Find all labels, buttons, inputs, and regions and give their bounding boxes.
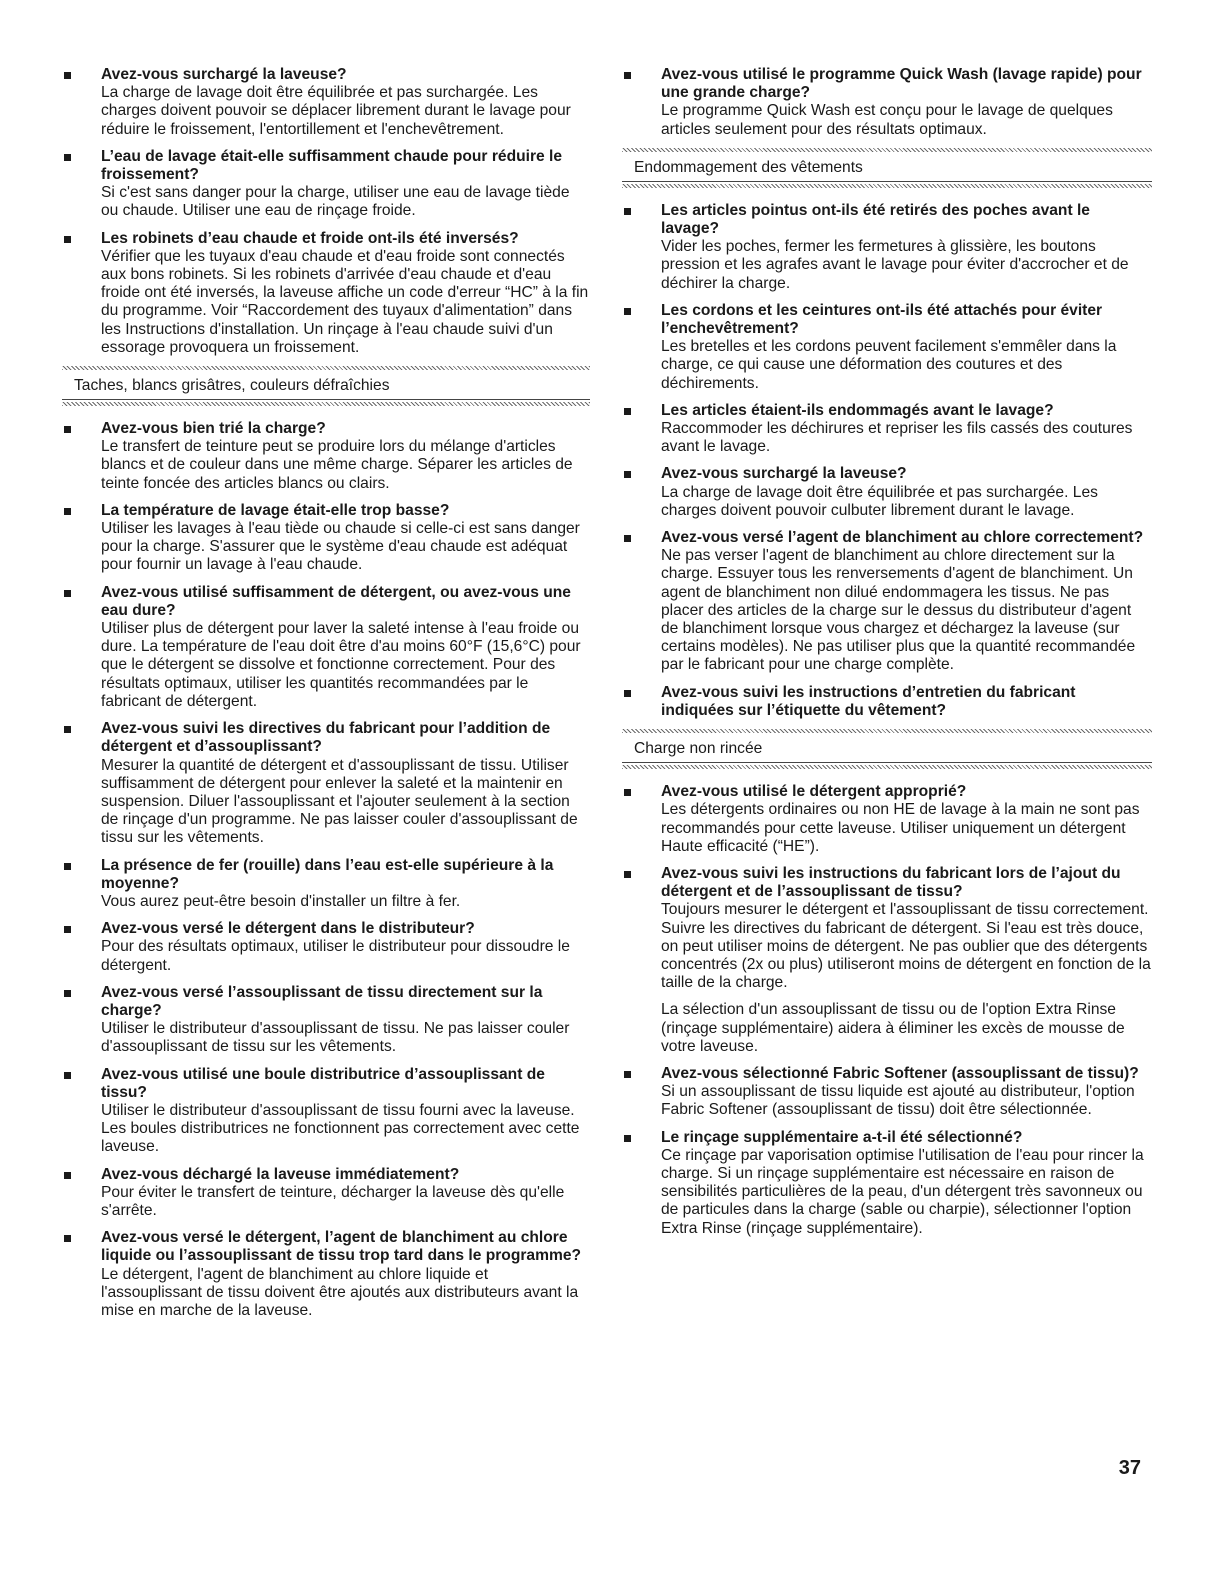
faq-answer: Ce rinçage par vaporisation optimise l'utilisation de l'eau pour rincer la charge. Si un rinçage supplémentaire est nécessaire en raison de sensibilités particulières de la peau, d'un détergent très savonneux ou de particules dans la charge (sable ou charpie), sélectionner l'option Extra Rinse (rinçage supplémentaire). bbox=[661, 1146, 1144, 1237]
faq-item bbox=[62, 720, 590, 847]
bullet-square-icon bbox=[64, 1172, 71, 1179]
faq-item bbox=[622, 302, 1152, 393]
left-column bbox=[62, 66, 590, 1329]
faq-question: Avez-vous suivi les instructions du fabricant lors de l’ajout du détergent et de l’assouplissant de tissu? bbox=[661, 864, 1121, 901]
bullet-square-icon bbox=[624, 1135, 631, 1142]
bullet-square-icon bbox=[64, 154, 71, 161]
section-header-damage bbox=[622, 148, 1152, 188]
bullet-square-icon bbox=[624, 690, 631, 697]
faq-answer: Le programme Quick Wash est conçu pour le lavage de quelques articles seulement pour des résultats optimaux. bbox=[661, 102, 1113, 138]
faq-question: Avez-vous utilisé le programme Quick Wash (lavage rapide) pour une grande charge? bbox=[661, 66, 1142, 102]
bullet-square-icon bbox=[64, 863, 71, 870]
bullet-square-icon bbox=[64, 72, 71, 79]
faq-question: Avez-vous sélectionné Fabric Softener (assouplissant de tissu)? bbox=[661, 1064, 1139, 1082]
faq-answer: Les détergents ordinaires ou non HE de lavage à la main ne sont pas recommandés pour cette laveuse. Utiliser uniquement un détergent Haute efficacité (“HE”). bbox=[661, 801, 1140, 855]
bullet-square-icon bbox=[64, 508, 71, 515]
bullet-square-icon bbox=[64, 1235, 71, 1242]
section-rule bbox=[62, 402, 590, 406]
faq-item bbox=[62, 66, 590, 139]
faq-answer: Ne pas verser l'agent de blanchiment au chlore directement sur la charge. Essuyer tous les renversements d'agent de blanchiment. Un agent de blanchiment non dilué endommagera les tissus. Ne pas placer des articles de la charge sur le dessus du distributeur d'agent de blanchiment lorsque vous chargez et déchargez la laveuse (sur certains modèles). Ne pas utiliser plus que la quantité recommandée par le fabricant pour une charge complète. bbox=[661, 547, 1136, 674]
bullet-square-icon bbox=[64, 426, 71, 433]
faq-answer: Toujours mesurer le détergent et l'assouplissant de tissu correctement. Suivre les directives du fabricant de détergent. Si l'eau est très douce, on peut utiliser moins de détergent. Ne pas oublier que des détergents concentrés (2x ou plus) utiliseront moins de détergent en fonction de la taille de la charge. bbox=[661, 901, 1151, 992]
faq-answer: Raccommoder les déchirures et repriser les fils cassés des coutures avant le lavage. bbox=[661, 420, 1133, 456]
bullet-square-icon bbox=[624, 72, 631, 79]
faq-answer: Le transfert de teinture peut se produire lors du mélange d'articles blancs et de couleur dans une même charge. Séparer les articles de teinte foncée des articles blancs ou clairs. bbox=[101, 438, 573, 492]
left-section-list bbox=[62, 420, 590, 1320]
faq-answer: Si un assouplissant de tissu liquide est ajouté au distributeur, l'option Fabric Softener (assouplissant de tissu) doit être sélectionnée. bbox=[661, 1083, 1135, 1119]
faq-item bbox=[62, 420, 590, 493]
faq-item bbox=[622, 66, 1152, 139]
faq-item bbox=[62, 502, 590, 575]
faq-question: L’eau de lavage était-elle suffisamment chaude pour réduire le froissement? bbox=[101, 147, 563, 184]
faq-question: Avez-vous versé l’agent de blanchiment au chlore correctement? bbox=[661, 529, 1144, 547]
bullet-square-icon bbox=[624, 535, 631, 542]
faq-item bbox=[622, 529, 1152, 675]
bullet-square-icon bbox=[624, 871, 631, 878]
faq-question: Avez-vous surchargé la laveuse? bbox=[101, 66, 347, 83]
faq-question: Avez-vous versé l’assouplissant de tissu directement sur la charge? bbox=[101, 983, 543, 1019]
bullet-square-icon bbox=[64, 236, 71, 243]
faq-item bbox=[62, 984, 590, 1057]
faq-item bbox=[622, 202, 1152, 293]
faq-answer: Utiliser le distributeur d'assouplissant de tissu. Ne pas laisser couler d'assouplissant de tissu sur les vêtements. bbox=[101, 1020, 570, 1056]
faq-item bbox=[622, 1065, 1152, 1120]
faq-item bbox=[62, 857, 590, 912]
faq-answer: Si c'est sans danger pour la charge, utiliser une eau de lavage tiède ou chaude. Utiliser une eau de rinçage froide. bbox=[101, 184, 570, 220]
faq-answer: La charge de lavage doit être équilibrée et pas surchargée. Les charges doivent pouvoir culbuter librement durant le lavage. bbox=[661, 483, 1098, 519]
bullet-square-icon bbox=[624, 471, 631, 478]
faq-item bbox=[62, 584, 590, 711]
faq-question: La présence de fer (rouille) dans l’eau est-elle supérieure à la moyenne? bbox=[101, 856, 554, 892]
right-section2-list bbox=[622, 783, 1152, 1238]
faq-question: Les cordons et les ceintures ont-ils été attachés pour éviter l’enchevêtrement? bbox=[661, 301, 1103, 338]
faq-item bbox=[622, 865, 1152, 1056]
faq-answer: Mesurer la quantité de détergent et d'assouplissant de tissu. Utiliser suffisamment de détergent pour enlever la saleté et la maintenir en suspension. Diluer l'assouplissant et l'ajouter seulement à la section de rinçage d'un programme. Ne pas laisser couler d'assouplissant de tissu sur les vêtements. bbox=[101, 756, 578, 847]
faq-question: Les articles étaient-ils endommagés avant le lavage? bbox=[661, 401, 1054, 419]
faq-question: Les robinets d’eau chaude et froide ont-ils été inversés? bbox=[101, 229, 519, 247]
bullet-square-icon bbox=[64, 590, 71, 597]
bullet-square-icon bbox=[64, 1072, 71, 1079]
section-rule bbox=[622, 765, 1152, 769]
section-title: Endommagement des vêtements bbox=[622, 152, 1152, 182]
faq-answer: Utiliser les lavages à l'eau tiède ou chaude si celle-ci est sans danger pour la charge. S'assurer que le système d'eau chaude est adéquat pour fournir un lavage à l'eau chaude. bbox=[101, 520, 580, 574]
bullet-square-icon bbox=[64, 990, 71, 997]
faq-answer: Vous aurez peut-être besoin d'installer un filtre à fer. bbox=[101, 892, 461, 910]
faq-question: Avez-vous suivi les directives du fabricant pour l’addition de détergent et d’assouplissant? bbox=[101, 720, 551, 756]
bullet-square-icon bbox=[624, 1071, 631, 1078]
section-header-unrinsed bbox=[622, 729, 1152, 769]
faq-question: Avez-vous utilisé suffisamment de détergent, ou avez-vous une eau dure? bbox=[101, 583, 571, 619]
faq-item bbox=[622, 465, 1152, 520]
faq-item bbox=[622, 684, 1152, 720]
faq-question: Les articles pointus ont-ils été retirés des poches avant le lavage? bbox=[661, 201, 1090, 238]
bullet-square-icon bbox=[624, 208, 631, 215]
faq-item bbox=[622, 1129, 1152, 1238]
faq-item bbox=[62, 1229, 590, 1320]
page-number: 37 bbox=[1118, 1457, 1141, 1479]
faq-answer: Pour des résultats optimaux, utiliser le distributeur pour dissoudre le détergent. bbox=[101, 938, 570, 974]
right-top-list bbox=[622, 66, 1152, 139]
faq-question: Avez-vous déchargé la laveuse immédiatement? bbox=[101, 1165, 460, 1183]
faq-question: Avez-vous versé le détergent dans le distributeur? bbox=[101, 920, 475, 938]
bullet-square-icon bbox=[64, 726, 71, 733]
section-title: Charge non rincée bbox=[622, 733, 1152, 763]
bullet-square-icon bbox=[624, 308, 631, 315]
faq-question: Avez-vous utilisé le détergent approprié? bbox=[661, 783, 967, 801]
faq-answer: Utiliser le distributeur d'assouplissant de tissu fourni avec la laveuse. Les boules distributrices ne fonctionnent pas correctement avec cette laveuse. bbox=[101, 1101, 580, 1156]
bullet-square-icon bbox=[64, 926, 71, 933]
faq-item bbox=[62, 230, 590, 357]
faq-answer: Vérifier que les tuyaux d'eau chaude et d'eau froide sont connectés aux bons robinets. Si les robinets d'arrivée d'eau chaude et d'eau froide ont été inversés, la laveuse affiche un code d'erreur “HC” à la fin du programme. Voir “Raccordement des tuyaux d'alimentation” dans les Instructions d'installation. Un rinçage à l'eau chaude suivi d'un essorage provoquera un froissement. bbox=[101, 247, 589, 356]
right-column bbox=[622, 66, 1152, 1247]
faq-answer: La charge de lavage doit être équilibrée et pas surchargée. Les charges doivent pouvoir se déplacer librement durant le lavage pour réduire le froissement, l'entortillement et l'enchevêtrement. bbox=[101, 84, 571, 138]
faq-answer-extra: La sélection d'un assouplissant de tissu ou de l'option Extra Rinse (rinçage supplémentaire) aidera à éliminer les excès de mousse de votre laveuse. bbox=[661, 1001, 1125, 1055]
faq-item bbox=[62, 148, 590, 221]
faq-item bbox=[622, 402, 1152, 457]
faq-answer: Le détergent, l'agent de blanchiment au chlore liquide et l'assouplissant de tissu doivent être ajoutés aux distributeurs avant la mise en marche de la laveuse. bbox=[101, 1265, 579, 1319]
faq-answer: Pour éviter le transfert de teinture, décharger la laveuse dès qu'elle s'arrête. bbox=[101, 1183, 565, 1219]
faq-answer: Vider les poches, fermer les fermetures à glissière, les boutons pression et les agrafes avant le lavage pour éviter d'accrocher et de déchirer la charge. bbox=[661, 238, 1129, 292]
faq-question: Avez-vous surchargé la laveuse? bbox=[661, 465, 907, 483]
section-title: Taches, blancs grisâtres, couleurs défraîchies bbox=[62, 370, 590, 400]
bullet-square-icon bbox=[624, 789, 631, 796]
left-top-list bbox=[62, 66, 590, 357]
faq-question: Le rinçage supplémentaire a-t-il été sélectionné? bbox=[661, 1128, 1023, 1146]
right-section1-list bbox=[622, 202, 1152, 720]
faq-item bbox=[622, 783, 1152, 856]
faq-question: La température de lavage était-elle trop basse? bbox=[101, 501, 450, 519]
section-header-stains bbox=[62, 366, 590, 406]
faq-item bbox=[62, 920, 590, 975]
faq-answer: Utiliser plus de détergent pour laver la saleté intense à l'eau froide ou dure. La température de l'eau doit être d'au moins 60°F (15,6°C) pour que le détergent se dissolve et fonctionne correctement. Pour des résultats optimaux, utiliser les quantités recommandées par le fabricant de détergent. bbox=[101, 620, 581, 710]
faq-question: Avez-vous utilisé une boule distributrice d’assouplissant de tissu? bbox=[101, 1065, 545, 1101]
bullet-square-icon bbox=[624, 408, 631, 415]
faq-question: Avez-vous bien trié la charge? bbox=[101, 420, 326, 438]
faq-question: Avez-vous suivi les instructions d’entretien du fabricant indiquées sur l’étiquette du vêtement? bbox=[661, 683, 1076, 719]
faq-question: Avez-vous versé le détergent, l’agent de blanchiment au chlore liquide ou l’assouplissant de tissu trop tard dans le programme? bbox=[101, 1229, 582, 1265]
faq-item bbox=[62, 1166, 590, 1221]
faq-item bbox=[62, 1066, 590, 1157]
section-rule bbox=[622, 184, 1152, 188]
faq-answer: Les bretelles et les cordons peuvent facilement s'emmêler dans la charge, ce qui cause une déformation des coutures et des déchirements. bbox=[661, 338, 1117, 392]
